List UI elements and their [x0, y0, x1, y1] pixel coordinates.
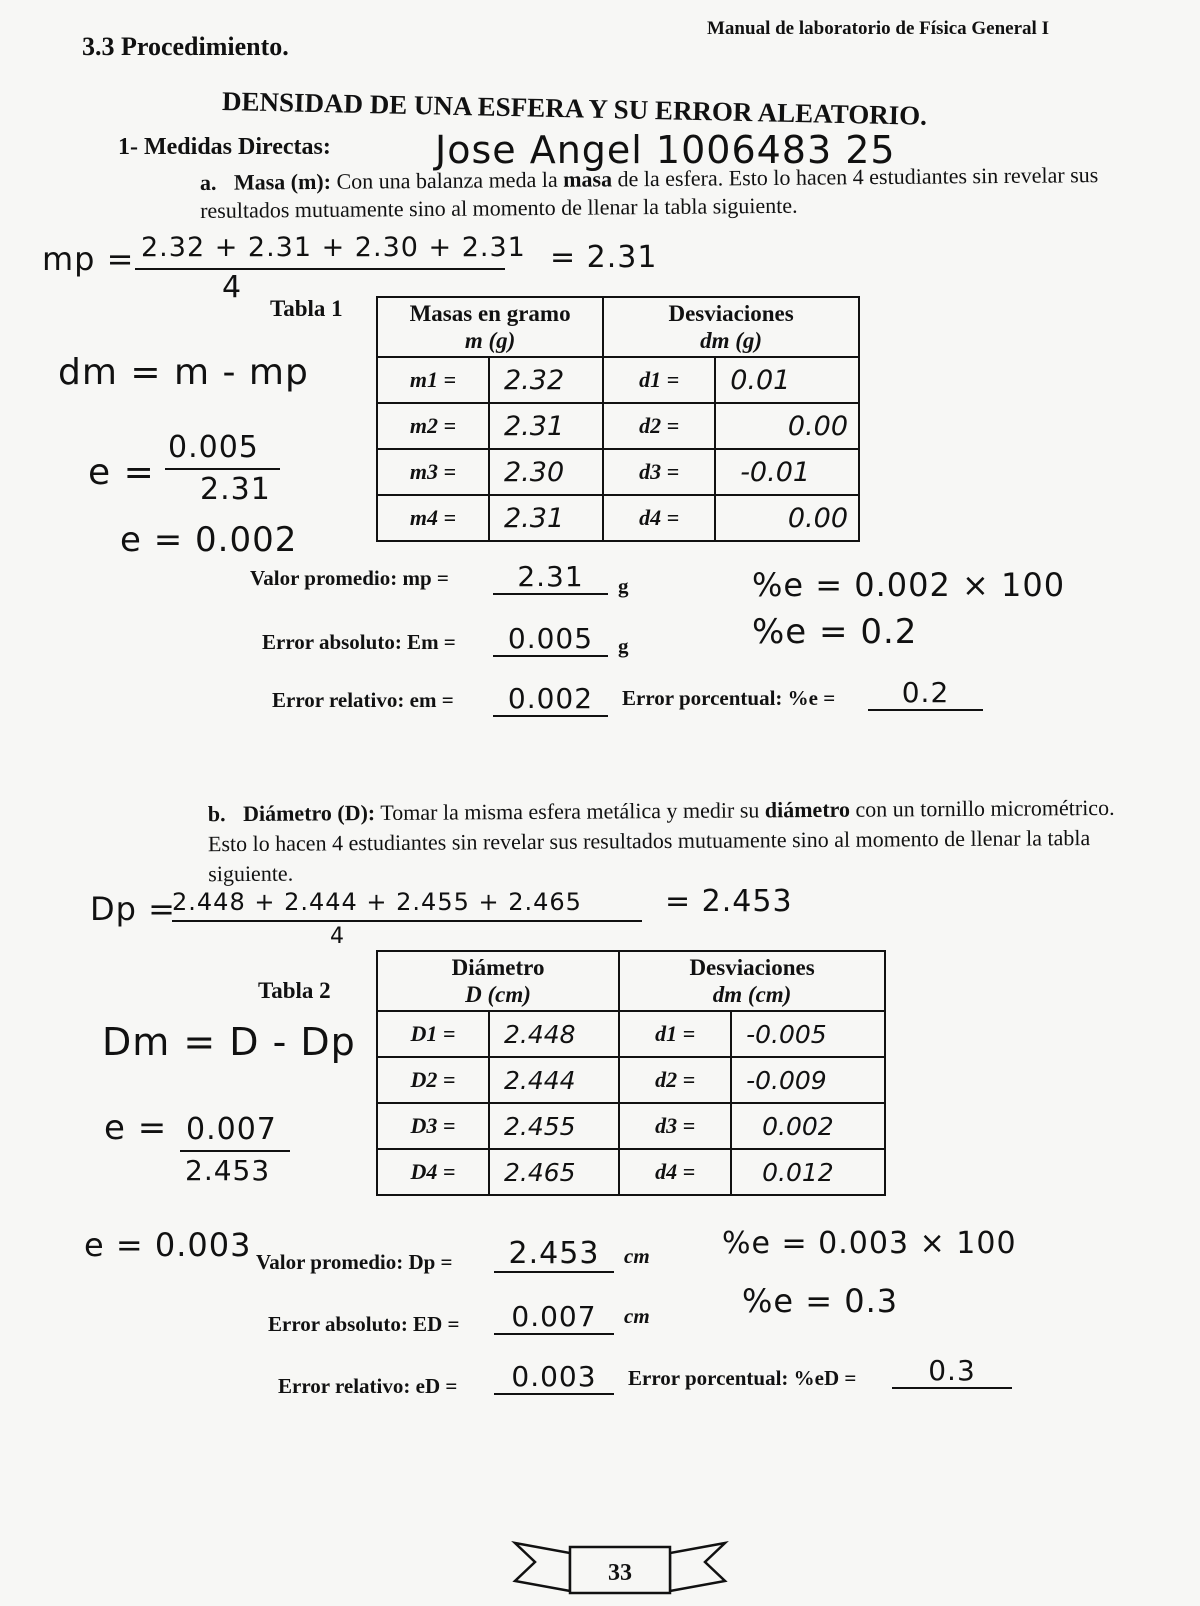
table-row [377, 403, 859, 449]
e-fraction-bar [165, 468, 280, 470]
cell-value: 2.448 [489, 1011, 619, 1057]
part-a-text-2: de la esfera. Esto lo hacen 4 estudiantes sin revelar sus resultados mutuamente sino al momento de llenar la tabla siguiente. [200, 162, 1099, 223]
cell-value: 0.01 [715, 357, 859, 403]
abs-diameter-unit: cm [624, 1304, 650, 1328]
dp-fraction-bar [172, 920, 642, 922]
pct-diameter-value: 0.3 [892, 1354, 1012, 1389]
rel-diameter-value: 0.003 [494, 1360, 614, 1395]
page-number: 33 [608, 1560, 632, 1586]
avg-diameter-unit: cm [624, 1244, 650, 1268]
part-a-bold-word: masa [563, 166, 613, 192]
cell-value: 2.465 [489, 1149, 619, 1195]
cell-value: 0.012 [731, 1149, 885, 1195]
e-denominator-b: 2.453 [185, 1154, 271, 1187]
cell-label: d1 = [619, 1011, 731, 1057]
mp-formula-numerator: 2.32 + 2.31 + 2.30 + 2.31 [141, 232, 526, 263]
abs-mass-value: 0.005 [493, 622, 608, 657]
cell-value: -0.01 [715, 449, 859, 495]
cell-label: d2 = [619, 1057, 731, 1103]
direct-measures-heading: 1- Medidas Directas: [118, 134, 331, 160]
cell-label: d2 = [603, 403, 715, 449]
cell-label: d1 = [603, 357, 715, 403]
dp-formula-result: = 2.453 [665, 884, 793, 919]
cell-value: 2.32 [489, 357, 603, 403]
e-result: e = 0.002 [120, 520, 298, 560]
rel-mass-label: Error relativo: em = [272, 688, 454, 712]
cell-label: m4 = [377, 495, 489, 541]
pct-diameter-label: Error porcentual: %eD = [628, 1366, 857, 1390]
dp-formula-denominator: 4 [330, 924, 345, 949]
manual-title: Manual de laboratorio de Física General I [707, 18, 1049, 39]
cell-value: 0.00 [715, 495, 859, 541]
abs-diameter-value: 0.007 [494, 1300, 614, 1335]
cell-value: -0.009 [731, 1057, 885, 1103]
part-b-bold-word: diámetro [764, 796, 851, 823]
cell-value: 0.00 [715, 403, 859, 449]
pct-mass-value: 0.2 [868, 676, 983, 711]
Dm-formula: Dm = D - Dp [102, 1020, 356, 1064]
part-b-heading: Diámetro (D): [242, 800, 376, 826]
table-row [377, 1149, 885, 1195]
experiment-title: DENSIDAD DE UNA ESFERA Y SU ERROR ALEATORIO. [221, 86, 928, 131]
pct-work-b-line-1: %e = 0.003 × 100 [722, 1226, 1017, 1261]
table-row [377, 357, 859, 403]
avg-mass-value: 2.31 [493, 560, 608, 595]
cell-label: m1 = [377, 357, 489, 403]
cell-label: d3 = [603, 449, 715, 495]
table-1 [376, 296, 860, 542]
part-a-text-1: Con una balanza meda la [330, 166, 564, 194]
table-row [377, 449, 859, 495]
abs-mass-unit: g [618, 634, 629, 658]
dp-formula-numerator: 2.448 + 2.444 + 2.455 + 2.465 [172, 888, 582, 916]
e-denominator: 2.31 [200, 472, 271, 507]
part-a-paragraph [200, 161, 1110, 225]
mp-fraction-bar [135, 268, 505, 270]
cell-value: 2.30 [489, 449, 603, 495]
cell-value: -0.005 [731, 1011, 885, 1057]
dp-formula-lhs: Dp = [90, 890, 176, 928]
table-row [377, 1011, 885, 1057]
cell-label: m3 = [377, 449, 489, 495]
part-b-label: b. [207, 801, 226, 827]
table-2-header-diameter: Diámetro D (cm) [377, 951, 619, 1011]
table-1-header-dev: Desviaciones dm (g) [603, 297, 859, 357]
cell-label: D2 = [377, 1057, 489, 1103]
section-heading: 3.3 Procedimiento. [82, 32, 289, 61]
cell-label: d3 = [619, 1103, 731, 1149]
cell-label: D1 = [377, 1011, 489, 1057]
pct-work-line-2: %e = 0.2 [752, 612, 918, 652]
abs-mass-label: Error absoluto: Em = [262, 630, 456, 654]
pct-mass-label: Error porcentual: %e = [622, 686, 836, 710]
abs-diameter-label: Error absoluto: ED = [268, 1312, 460, 1336]
cell-value: 2.444 [489, 1057, 619, 1103]
part-a-heading: Masa (m): [233, 168, 332, 195]
pct-work-line-1: %e = 0.002 × 100 [752, 566, 1066, 604]
mp-formula-lhs: mp = [42, 240, 135, 278]
rel-mass-value: 0.002 [493, 682, 608, 717]
dm-formula: dm = m - mp [58, 352, 309, 393]
cell-label: D4 = [377, 1149, 489, 1195]
cell-value: 2.31 [489, 403, 603, 449]
pct-work-b-line-2: %e = 0.3 [742, 1282, 899, 1320]
avg-mass-unit: g [618, 574, 629, 598]
cell-label: m2 = [377, 403, 489, 449]
cell-value: 2.455 [489, 1103, 619, 1149]
cell-label: D3 = [377, 1103, 489, 1149]
cell-value: 2.31 [489, 495, 603, 541]
e-numerator: 0.005 [168, 430, 259, 465]
e-lhs-b: e = [104, 1108, 168, 1148]
cell-label: d4 = [603, 495, 715, 541]
table-2-header-dev: Desviaciones dm (cm) [619, 951, 885, 1011]
cell-label: d4 = [619, 1149, 731, 1195]
mp-formula-result: = 2.31 [550, 240, 658, 275]
table-2-label: Tabla 2 [258, 978, 331, 1003]
table-2 [376, 950, 886, 1196]
part-a-label: a. [199, 169, 217, 195]
avg-diameter-value: 2.453 [494, 1236, 614, 1273]
e-numerator-b: 0.007 [186, 1112, 277, 1147]
table-1-label: Tabla 1 [270, 296, 343, 321]
student-name: Jose Angel 1006483 25 [435, 128, 896, 172]
table-1-header-mass: Masas en gramo m (g) [377, 297, 603, 357]
e-lhs: e = [88, 452, 155, 493]
avg-mass-label: Valor promedio: mp = [250, 566, 449, 590]
part-b-paragraph [208, 793, 1129, 889]
avg-diameter-label: Valor promedio: Dp = [256, 1250, 453, 1274]
part-b-text-1: Tomar la misma esfera metálica y medir su [375, 797, 765, 826]
table-row [377, 1057, 885, 1103]
rel-diameter-label: Error relativo: eD = [278, 1374, 458, 1398]
table-row [377, 1103, 885, 1149]
e-result-b: e = 0.003 [84, 1226, 252, 1264]
e-fraction-bar-b [180, 1150, 290, 1152]
part-b-text-2: con un tornillo micrométrico. Esto lo hacen 4 estudiantes sin revelar sus resultados mutuamente sino al momento de llenar la tabla siguiente. [207, 794, 1115, 887]
mp-formula-denominator: 4 [222, 270, 243, 305]
cell-value: 0.002 [731, 1103, 885, 1149]
table-row [377, 495, 859, 541]
